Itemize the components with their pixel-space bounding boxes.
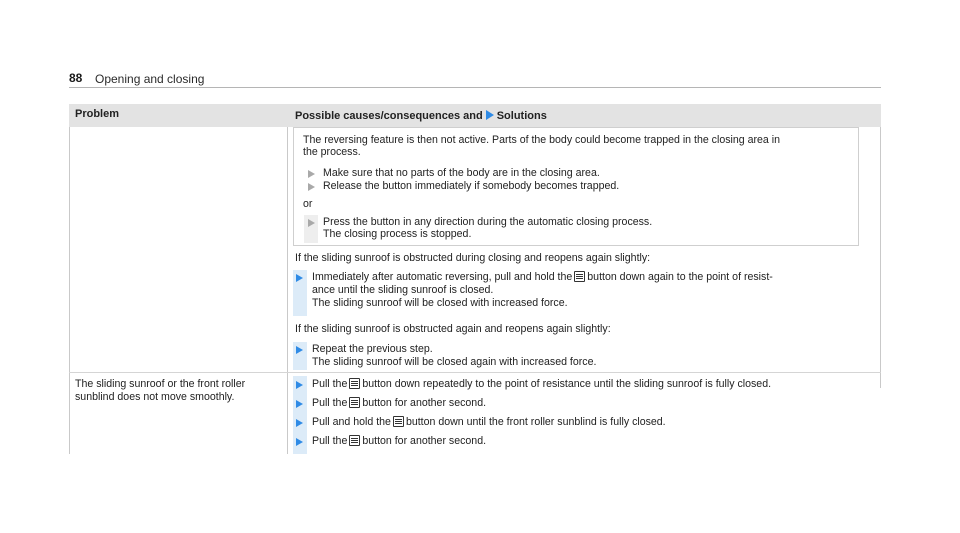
note-step: Release the button immediately if somebody becomes trapped. (323, 180, 620, 192)
note-text-line: The reversing feature is then not active. Parts of the body could become trapped in the closing area in (303, 134, 780, 146)
column-header-problem: Problem (75, 108, 120, 120)
step-arrow-icon (296, 346, 303, 354)
note-step: Press the button in any direction during the automatic closing process. (323, 216, 653, 228)
section-title: Opening and closing (95, 72, 205, 86)
solution-step-result: The sliding sunroof will be closed again with increased force. (312, 356, 597, 368)
sunroof-button-icon (393, 416, 404, 427)
note-text-line: the process. (303, 146, 361, 158)
note-or: or (303, 198, 313, 210)
sunroof-button-icon (349, 378, 360, 389)
condition-text: If the sliding sunroof is obstructed during closing and reopens again slightly: (295, 252, 651, 264)
column-divider (880, 127, 881, 388)
sunroof-button-icon (574, 271, 585, 282)
solution-step-text: button down until the front roller sunblind is fully closed. (405, 416, 666, 428)
note-step: Make sure that no parts of the body are in the closing area. (323, 167, 600, 179)
step-arrow-icon (296, 419, 303, 427)
solution-step (312, 397, 486, 410)
solution-step-text: button for another second. (362, 397, 487, 409)
solution-step (312, 435, 486, 448)
column-divider (287, 127, 288, 454)
row-divider (69, 372, 881, 373)
sunroof-button-icon (349, 435, 360, 446)
note-step-result: The closing process is stopped. (323, 228, 472, 240)
step-arrow-icon (296, 438, 303, 446)
solution-step-result: The sliding sunroof will be closed with increased force. (312, 297, 568, 309)
solution-step (312, 378, 771, 391)
column-header-solutions-label: Solutions (496, 110, 547, 122)
page-header (69, 71, 881, 88)
sunroof-button-icon (349, 397, 360, 408)
solution-step-text: button down repeatedly to the point of resistance until the sliding sunroof is fully closed. (362, 378, 772, 390)
solution-step-text: button for another second. (362, 435, 487, 447)
solution-step-text: Immediately after automatic reversing, pull and hold the (312, 271, 573, 283)
step-arrow-icon (486, 110, 494, 120)
solution-step-text: Pull and hold the (312, 416, 391, 428)
column-header-causes: Possible causes/consequences and (295, 110, 483, 122)
solution-step (312, 416, 666, 429)
condition-text: If the sliding sunroof is obstructed again and reopens again slightly: (295, 323, 611, 335)
table-header (69, 104, 881, 127)
solution-step-text: Pull the (312, 378, 348, 390)
solution-step (312, 271, 773, 284)
step-arrow-icon (296, 400, 303, 408)
step-arrow-icon (308, 183, 315, 191)
problem-text: The sliding sunroof or the front roller (75, 378, 246, 390)
step-arrow-icon (296, 381, 303, 389)
note-box (293, 127, 859, 246)
column-divider (69, 127, 70, 454)
page-number: 88 (69, 71, 83, 85)
solution-step-text: Repeat the previous step. (312, 343, 433, 355)
solution-step-text: Pull the (312, 397, 348, 409)
solution-step-text: button down again to the point of resist- (587, 271, 773, 283)
column-header-solutions (295, 110, 547, 122)
solution-step-text: Pull the (312, 435, 348, 447)
step-arrow-icon (308, 219, 315, 227)
troubleshooting-table (69, 104, 881, 454)
step-arrow-icon (296, 274, 303, 282)
step-arrow-icon (308, 170, 315, 178)
problem-text: sunblind does not move smoothly. (75, 391, 235, 403)
solution-step-text: ance until the sliding sunroof is closed. (312, 284, 494, 296)
